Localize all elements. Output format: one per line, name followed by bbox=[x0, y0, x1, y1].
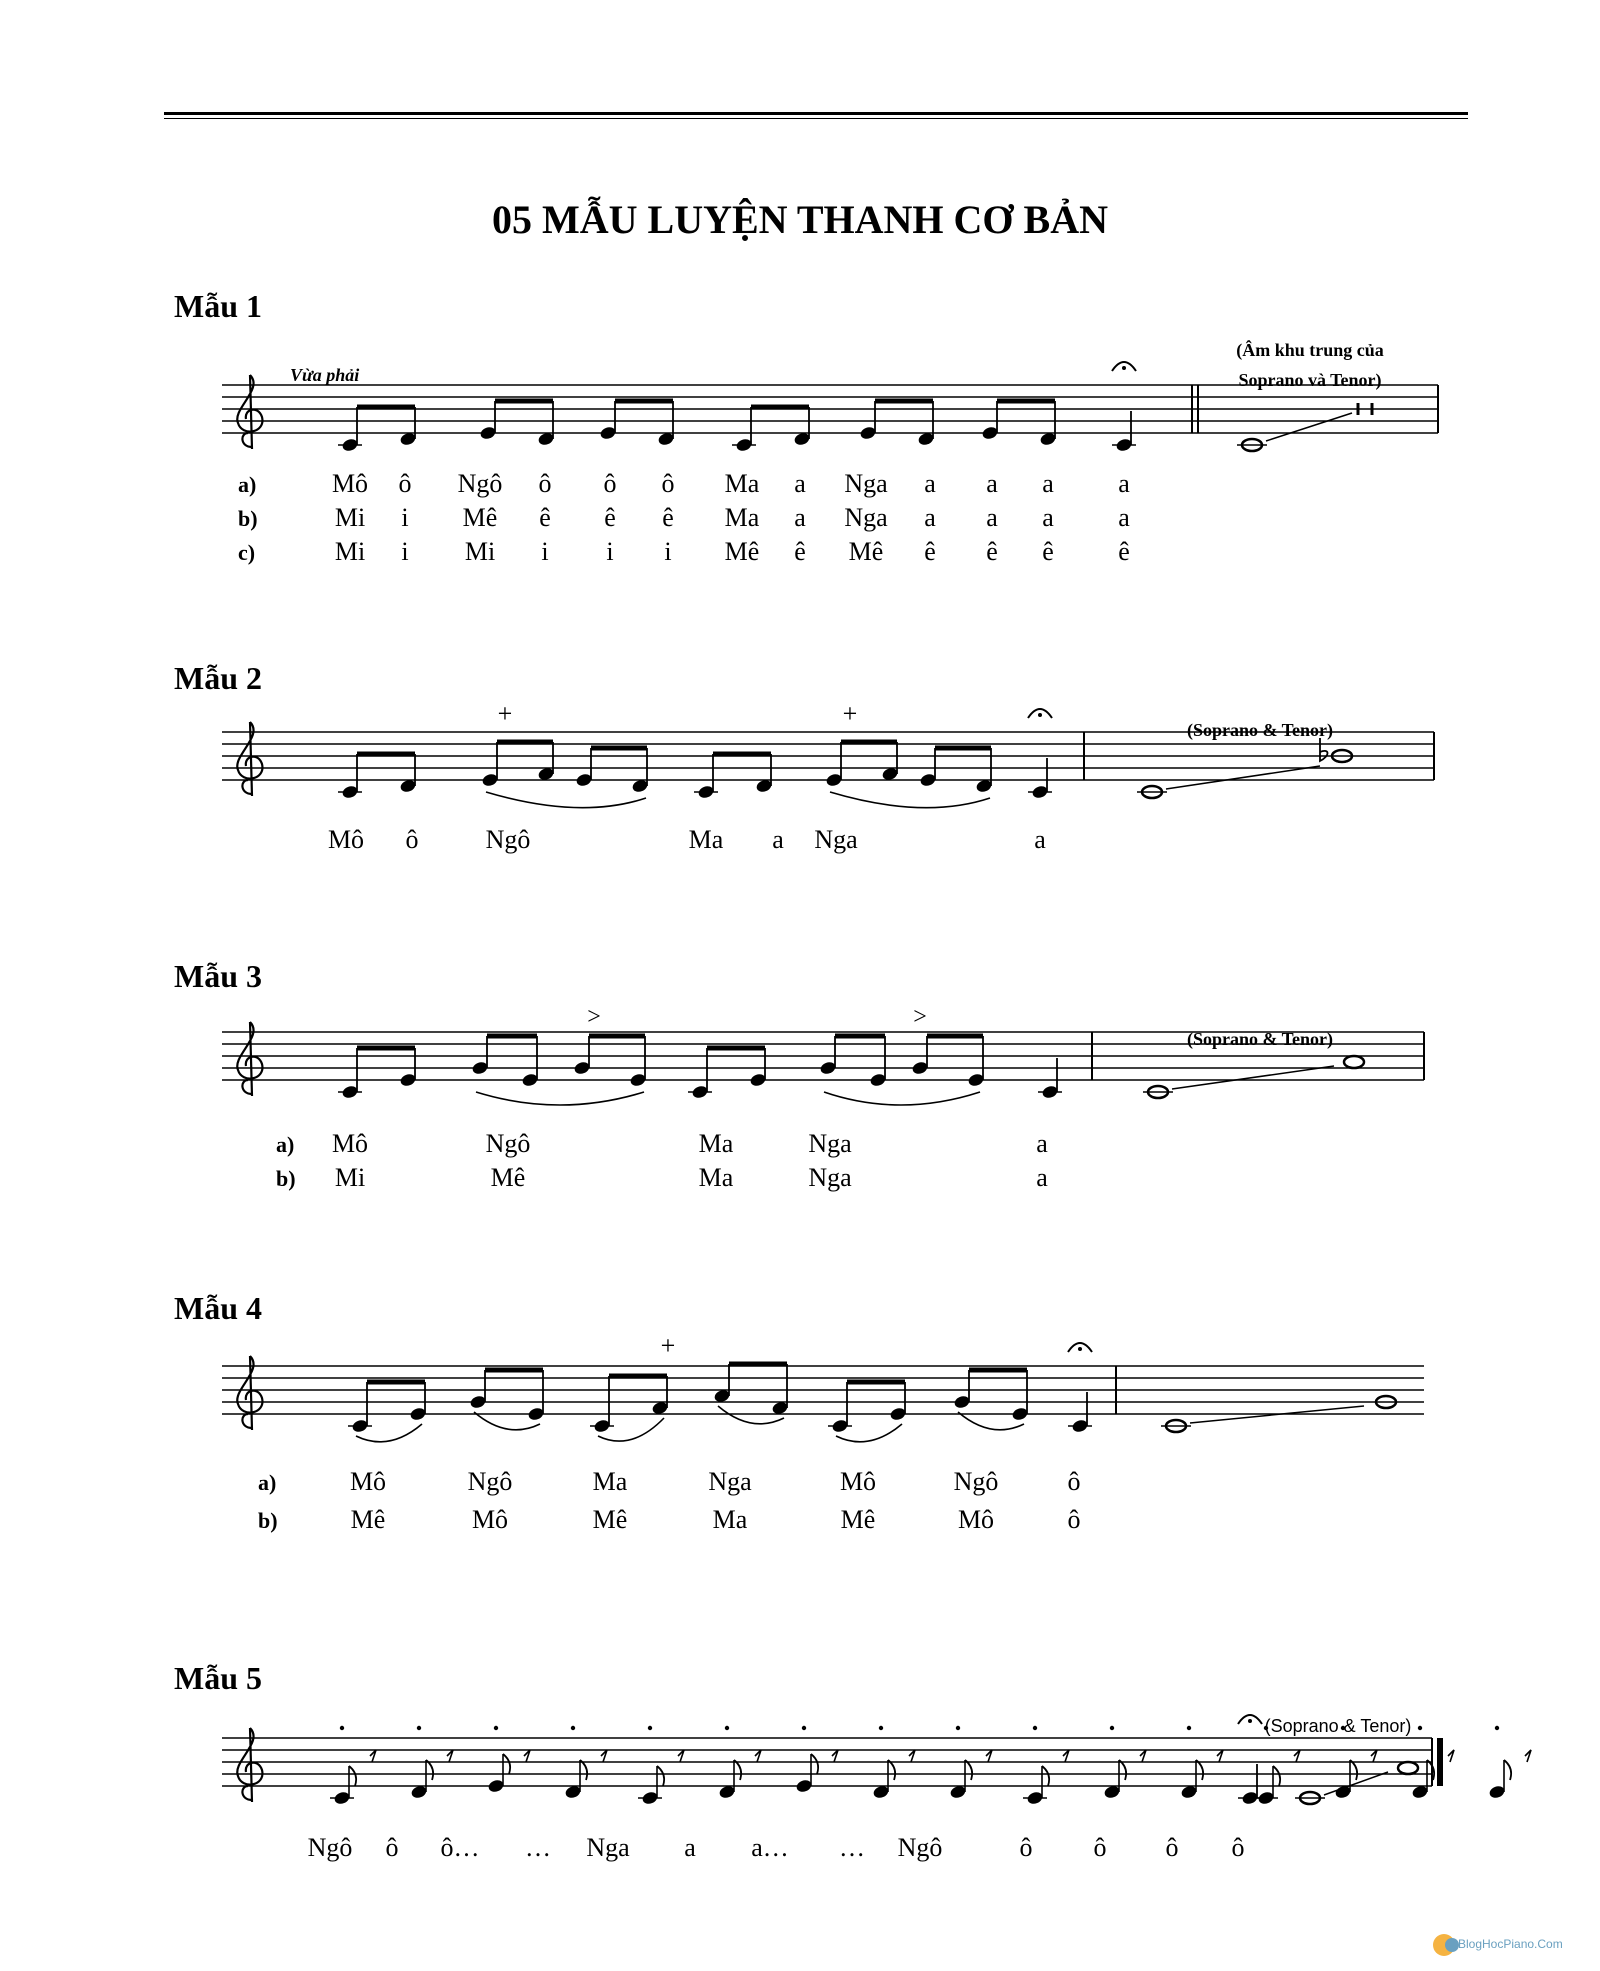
staccato-dot bbox=[725, 1726, 729, 1730]
eighth-rest-icon bbox=[755, 1750, 761, 1762]
verse-3-0-syllable: Ngô bbox=[485, 1129, 531, 1158]
note-flag bbox=[734, 1760, 741, 1780]
note-flag bbox=[1042, 1766, 1049, 1786]
verse-1-1-syllable: a bbox=[1118, 503, 1130, 532]
note-flag bbox=[1350, 1760, 1357, 1780]
verse-5-syllable: ô bbox=[385, 1833, 399, 1862]
verse-3-0-syllable: Mô bbox=[331, 1129, 369, 1158]
verse-4-1-syllable: ô bbox=[1067, 1505, 1081, 1534]
staff-5 bbox=[222, 1728, 1432, 1802]
verse-1-2-syllable: i bbox=[401, 537, 409, 566]
slur bbox=[830, 792, 990, 808]
verse-5-syllable: ô bbox=[1093, 1833, 1107, 1862]
staccato-dot bbox=[494, 1726, 498, 1730]
verse-3-1-syllable: Nga bbox=[808, 1163, 852, 1192]
verse-5-syllable: ô bbox=[1165, 1833, 1179, 1862]
range-note: (Âm khu trung của bbox=[1236, 340, 1384, 360]
accent-plus: + bbox=[497, 699, 513, 728]
accent-plus: + bbox=[660, 1331, 676, 1360]
verse-1-0-syllable: a bbox=[924, 469, 936, 498]
verse-1-1-syllable: ê bbox=[604, 503, 616, 532]
eighth-rest-icon bbox=[1140, 1750, 1146, 1762]
range-note: (Soprano & Tenor) bbox=[1186, 1029, 1334, 1049]
verse-3-0-label: a) bbox=[276, 1132, 295, 1157]
note-flag bbox=[580, 1760, 587, 1780]
verse-4-0-syllable: ô bbox=[1067, 1467, 1081, 1496]
verse-3-1-label: b) bbox=[276, 1166, 296, 1191]
verse-1-0-syllable: ô bbox=[538, 469, 552, 498]
slur bbox=[486, 792, 646, 808]
slur bbox=[476, 1092, 644, 1105]
note-flag bbox=[1119, 1760, 1126, 1780]
staccato-dot bbox=[648, 1726, 652, 1730]
staccato-dot bbox=[1495, 1726, 1499, 1730]
staccato-dot bbox=[956, 1726, 960, 1730]
flat-icon bbox=[1320, 738, 1328, 761]
eighth-rest-icon bbox=[1525, 1750, 1531, 1762]
eighth-rest-icon bbox=[986, 1750, 992, 1762]
eighth-rest-icon bbox=[447, 1750, 453, 1762]
verse-1-2-syllable: ê bbox=[1118, 537, 1130, 566]
treble-clef-icon bbox=[237, 375, 262, 449]
verse-1-2-label: c) bbox=[238, 540, 256, 565]
verse-5-syllable: Ngô bbox=[897, 1833, 943, 1862]
range-note: Soprano và Tenor) bbox=[1238, 370, 1382, 390]
verse-4-1-syllable: Mê bbox=[592, 1505, 628, 1534]
note-flag bbox=[1196, 1760, 1203, 1780]
verse-4-1-label: b) bbox=[258, 1508, 278, 1533]
verse-5-syllable: Ngô bbox=[307, 1833, 353, 1862]
note-flag bbox=[888, 1760, 895, 1780]
verse-4-0-label: a) bbox=[258, 1470, 277, 1495]
verse-1-0-syllable: Nga bbox=[844, 469, 888, 498]
verse-1-1-syllable: a bbox=[794, 503, 806, 532]
staff-4 bbox=[222, 1356, 1424, 1430]
verse-1-2-syllable: Mê bbox=[724, 537, 760, 566]
staccato-dot bbox=[1110, 1726, 1114, 1730]
note-flag bbox=[811, 1754, 818, 1774]
verse-1-0-syllable: ô bbox=[661, 469, 675, 498]
staccato-dot bbox=[879, 1726, 883, 1730]
treble-clef-icon bbox=[237, 1728, 262, 1802]
verse-1-1-syllable: ê bbox=[539, 503, 551, 532]
eighth-rest-icon bbox=[1063, 1750, 1069, 1762]
verse-3-0-syllable: Ma bbox=[698, 1129, 734, 1158]
verse-4-1-syllable: Mê bbox=[840, 1505, 876, 1534]
verse-2-syllable: a bbox=[1034, 825, 1046, 854]
verse-1-1-syllable: a bbox=[1042, 503, 1054, 532]
verse-1-2-syllable: Mi bbox=[464, 537, 496, 566]
range-line bbox=[1266, 413, 1352, 441]
note-flag bbox=[657, 1766, 664, 1786]
verse-2-syllable: ô bbox=[405, 825, 419, 854]
range-line bbox=[1166, 766, 1320, 789]
verse-2-syllable: Nga bbox=[814, 825, 858, 854]
fermata-dot bbox=[1038, 713, 1042, 717]
exercise-heading-3: Mẫu 3 bbox=[174, 958, 262, 994]
verse-1-0-syllable: ô bbox=[398, 469, 412, 498]
verse-5-syllable: ô… bbox=[440, 1833, 480, 1862]
verse-1-1-syllable: Mê bbox=[462, 503, 498, 532]
page-title: 05 MẪU LUYỆN THANH CƠ BẢN bbox=[492, 197, 1108, 242]
verse-1-0-syllable: Ngô bbox=[457, 469, 503, 498]
verse-3-0-syllable: Nga bbox=[808, 1129, 852, 1158]
slur bbox=[598, 1418, 664, 1441]
verse-1-0-syllable: a bbox=[1118, 469, 1130, 498]
verse-1-2-syllable: i bbox=[541, 537, 549, 566]
verse-4-0-syllable: Nga bbox=[708, 1467, 752, 1496]
note-flag bbox=[1427, 1760, 1434, 1780]
verse-1-1-syllable: a bbox=[986, 503, 998, 532]
verse-1-2-syllable: ê bbox=[1042, 537, 1054, 566]
note-flag bbox=[1504, 1760, 1511, 1780]
range-line bbox=[1324, 1772, 1388, 1795]
eighth-rest-icon bbox=[909, 1750, 915, 1762]
exercise-heading-1: Mẫu 1 bbox=[174, 288, 262, 324]
verse-2-syllable: Ma bbox=[688, 825, 724, 854]
range-note: (Soprano & Tenor) bbox=[1186, 720, 1334, 740]
treble-clef-icon bbox=[237, 1022, 262, 1096]
fermata-dot bbox=[1122, 366, 1126, 370]
verse-1-0-syllable: Ma bbox=[724, 469, 760, 498]
verse-3-1-syllable: a bbox=[1036, 1163, 1048, 1192]
exercise-heading-4: Mẫu 4 bbox=[174, 1290, 262, 1326]
treble-clef-icon bbox=[237, 1356, 262, 1430]
verse-1-2-syllable: ê bbox=[924, 537, 936, 566]
verse-1-2-syllable: Mi bbox=[334, 537, 366, 566]
verse-4-0-syllable: Mô bbox=[349, 1467, 387, 1496]
note-flag bbox=[426, 1760, 433, 1780]
verse-1-1-syllable: Mi bbox=[334, 503, 366, 532]
eighth-rest-icon bbox=[1448, 1750, 1454, 1762]
fermata-dot bbox=[1248, 1719, 1252, 1723]
verse-1-1-syllable: a bbox=[924, 503, 936, 532]
fermata-dot bbox=[1078, 1347, 1082, 1351]
staccato-dot bbox=[1187, 1726, 1191, 1730]
range-line bbox=[1172, 1066, 1334, 1089]
note-flag bbox=[1273, 1766, 1280, 1786]
verse-4-0-syllable: Ma bbox=[592, 1467, 628, 1496]
verse-5-syllable: … bbox=[525, 1833, 551, 1862]
verse-1-1-syllable: Ma bbox=[724, 503, 760, 532]
eighth-rest-icon bbox=[370, 1750, 376, 1762]
verse-1-2-syllable: i bbox=[664, 537, 672, 566]
whole-note bbox=[1398, 1762, 1418, 1774]
accent-icon: > bbox=[913, 1004, 927, 1030]
verse-4-0-syllable: Ngô bbox=[953, 1467, 999, 1496]
verse-1-1-label: b) bbox=[238, 506, 258, 531]
verse-4-1-syllable: Mô bbox=[471, 1505, 509, 1534]
verse-5-syllable: … bbox=[839, 1833, 865, 1862]
verse-3-0-syllable: a bbox=[1036, 1129, 1048, 1158]
note-flag bbox=[965, 1760, 972, 1780]
verse-3-1-syllable: Mi bbox=[334, 1163, 366, 1192]
eighth-rest-icon bbox=[1294, 1750, 1300, 1762]
verse-1-0-syllable: a bbox=[794, 469, 806, 498]
verse-4-1-syllable: Ma bbox=[712, 1505, 748, 1534]
staccato-dot bbox=[1418, 1726, 1422, 1730]
staccato-dot bbox=[1033, 1726, 1037, 1730]
verse-1-0-label: a) bbox=[238, 472, 257, 497]
verse-1-2-syllable: ê bbox=[986, 537, 998, 566]
verse-1-1-syllable: ê bbox=[662, 503, 674, 532]
staccato-dot bbox=[340, 1726, 344, 1730]
verse-1-0-syllable: Mô bbox=[331, 469, 369, 498]
verse-5-syllable: ô bbox=[1231, 1833, 1245, 1862]
verse-4-1-syllable: Mê bbox=[350, 1505, 386, 1534]
exercise-heading-5: Mẫu 5 bbox=[174, 1660, 262, 1696]
slur bbox=[824, 1092, 980, 1105]
verse-4-0-syllable: Ngô bbox=[467, 1467, 513, 1496]
verse-1-1-syllable: i bbox=[401, 503, 409, 532]
eighth-rest-icon bbox=[832, 1750, 838, 1762]
accent-plus: + bbox=[842, 699, 858, 728]
verse-3-1-syllable: Mê bbox=[490, 1163, 526, 1192]
exercise-heading-2: Mẫu 2 bbox=[174, 660, 262, 696]
verse-2-syllable: Mô bbox=[327, 825, 365, 854]
watermark-text: BlogHocPiano.Com bbox=[1458, 1937, 1563, 1951]
verse-1-2-syllable: ê bbox=[794, 537, 806, 566]
verse-5-syllable: a bbox=[684, 1833, 696, 1862]
verse-1-1-syllable: Nga bbox=[844, 503, 888, 532]
verse-1-0-syllable: a bbox=[986, 469, 998, 498]
verse-5-syllable: ô bbox=[1019, 1833, 1033, 1862]
staccato-dot bbox=[417, 1726, 421, 1730]
verse-1-2-syllable: Mê bbox=[848, 537, 884, 566]
whole-note bbox=[1344, 1056, 1364, 1068]
verse-4-0-syllable: Mô bbox=[839, 1467, 877, 1496]
verse-1-2-syllable: i bbox=[606, 537, 614, 566]
staccato-dot bbox=[802, 1726, 806, 1730]
verse-3-1-syllable: Ma bbox=[698, 1163, 734, 1192]
tempo-marking: Vừa phải bbox=[290, 365, 360, 385]
verse-2-syllable: a bbox=[772, 825, 784, 854]
eighth-rest-icon bbox=[678, 1750, 684, 1762]
staccato-dot bbox=[571, 1726, 575, 1730]
eighth-rest-icon bbox=[1217, 1750, 1223, 1762]
verse-5-syllable: Nga bbox=[586, 1833, 630, 1862]
verse-4-1-syllable: Mô bbox=[957, 1505, 995, 1534]
note-flag bbox=[349, 1766, 356, 1786]
eighth-rest-icon bbox=[601, 1750, 607, 1762]
verse-1-0-syllable: a bbox=[1042, 469, 1054, 498]
verse-1-0-syllable: ô bbox=[603, 469, 617, 498]
range-note: (Soprano & Tenor) bbox=[1264, 1716, 1412, 1736]
verse-5-syllable: a… bbox=[751, 1833, 789, 1862]
treble-clef-icon bbox=[237, 722, 262, 796]
verse-2-syllable: Ngô bbox=[485, 825, 531, 854]
note-flag bbox=[503, 1754, 510, 1774]
eighth-rest-icon bbox=[524, 1750, 530, 1762]
eighth-rest-icon bbox=[1371, 1750, 1377, 1762]
accent-icon: > bbox=[587, 1004, 601, 1030]
